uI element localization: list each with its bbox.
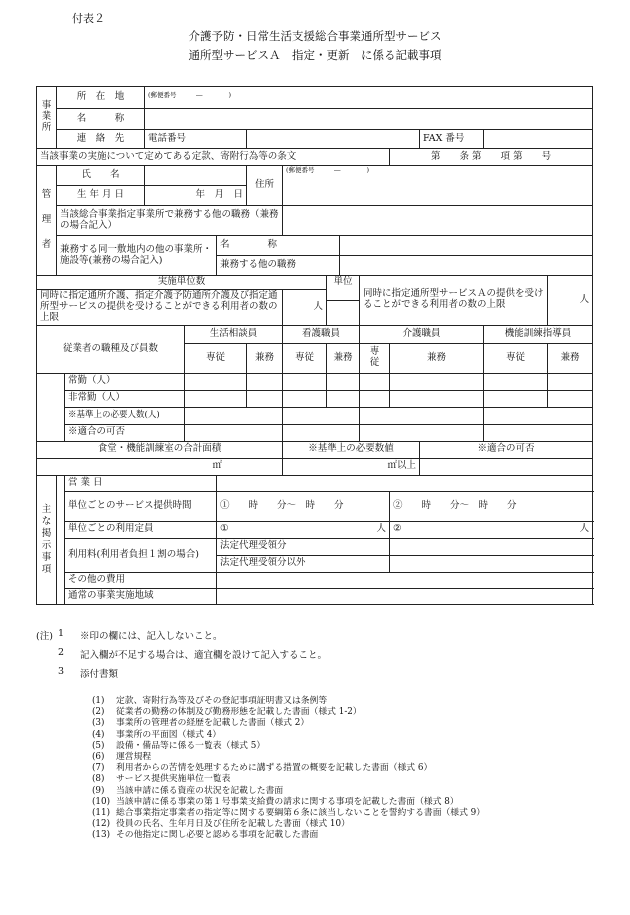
attachment-item: (10) 当該申請に係る事業の第１号事業支給費の請求に関する事項を記載した書面（様式 8） bbox=[92, 796, 459, 807]
capacity-unit2[interactable]: ② 人 bbox=[390, 521, 593, 538]
note-1: ※印の欄には、記入しないこと。 bbox=[80, 631, 223, 642]
caregiver-concurrent: 兼務 bbox=[390, 343, 484, 373]
attachment-item: (12) 役員の氏名、生年月日及び住所を記載した書面（様式 10） bbox=[92, 819, 350, 830]
facility-name-field[interactable] bbox=[340, 236, 593, 256]
phone-field[interactable] bbox=[247, 130, 420, 149]
attachment-item: (9) 当該申請に係る資産の状況を記載した書面 bbox=[92, 785, 284, 796]
attachment-list bbox=[92, 693, 486, 841]
page-subtitle: 通所型サービスＡ 指定・更新 に係る記載事項 bbox=[188, 48, 442, 62]
facility-duty-field[interactable] bbox=[340, 256, 593, 276]
service-area-label: 通常の事業実施地域 bbox=[65, 588, 217, 604]
concurrent-duty-label: 当該総合事業指定事業所で兼務する他の職務（兼務の場合記入） bbox=[57, 206, 283, 236]
hours-label: 単位ごとのサービス提供時間 bbox=[65, 491, 217, 521]
fax-field[interactable] bbox=[484, 130, 593, 149]
area-standard-value: ㎡以上 bbox=[283, 458, 420, 475]
notes-lead: (注) bbox=[36, 631, 53, 642]
area-label: 食堂・機能訓練室の合計面積 bbox=[37, 441, 283, 458]
manager-postal: (郵便番号 ― ) bbox=[286, 166, 370, 174]
role-counselor: 生活相談員 bbox=[185, 325, 283, 343]
office-address-label: 所 在 地 bbox=[57, 87, 145, 109]
office-name-label: 名 称 bbox=[57, 109, 145, 130]
concurrent-duty-field[interactable] bbox=[283, 206, 593, 236]
area-fit-label: ※適合の可否 bbox=[420, 441, 593, 458]
nurse-fulltime: 専従 bbox=[283, 343, 327, 373]
attachment-item: (13) その他指定に関し必要と認める事項を記載した書面 bbox=[92, 830, 319, 841]
unit-count-header: 実施単位数 bbox=[37, 276, 327, 290]
fee-proxy-field[interactable] bbox=[390, 538, 593, 555]
facility-duty-label: 兼務する他の職務 bbox=[217, 256, 340, 276]
appendix-number: 付表２ bbox=[72, 12, 105, 25]
trainer-concurrent: 兼務 bbox=[548, 343, 593, 373]
facility-name-label: 名 称 bbox=[217, 236, 340, 256]
service-area-field[interactable] bbox=[217, 588, 593, 604]
concurrent-facility-label: 兼務する同一敷地内の他の事業所・施設等(兼務の場合記入) bbox=[57, 236, 217, 276]
note-2: 記入欄が不足する場合は、適宜欄を設けて記入すること。 bbox=[80, 650, 328, 661]
attachment-item: (6) 運営規程 bbox=[92, 751, 152, 762]
fee-nonproxy-field[interactable] bbox=[390, 555, 593, 572]
office-contact-label: 連 絡 先 bbox=[57, 130, 145, 149]
unit-left-person[interactable]: 人 bbox=[283, 290, 327, 326]
staff-row-required: ※基準上の必要人数(人) bbox=[65, 407, 185, 424]
manager-address-field[interactable] bbox=[283, 166, 593, 206]
business-days-label: 営 業 日 bbox=[65, 475, 217, 491]
notes: (注) 1 ※印の欄には、記入しないこと。 2 記入欄が不足する場合は、適宜欄を設けて記入すること。 3 添付書類 bbox=[36, 628, 606, 685]
other-fees-field[interactable] bbox=[217, 572, 593, 588]
manager-name-label: 氏 名 bbox=[57, 166, 145, 186]
role-caregiver: 介護職員 bbox=[360, 325, 484, 343]
counselor-fulltime: 専従 bbox=[185, 343, 247, 373]
manager-group-label: 管 理 者 bbox=[37, 166, 57, 276]
attachment-item: (8) サービス提供実施単位一覧表 bbox=[92, 774, 231, 785]
manager-birth-label: 生 年 月 日 bbox=[57, 186, 145, 206]
unit-left-text: 同時に指定通所介護、指定介護予防通所介護及び指定通所型サービスの提供を受けることができる利用者の数の上限 bbox=[37, 290, 283, 326]
unit-right-text: 同時に指定通所型サービスＡの提供を受けることができる利用者の数の上限 bbox=[360, 276, 548, 326]
unit-count-field[interactable] bbox=[327, 301, 360, 326]
staff-row-fit: ※適合の可否 bbox=[65, 424, 185, 441]
area-value[interactable]: ㎡ bbox=[37, 458, 283, 475]
hours-unit1[interactable]: ① 時 分～ 時 分 bbox=[217, 491, 390, 521]
fee-label: 利用料(利用者負担１割の場合) bbox=[65, 538, 217, 572]
articles-label: 当該事業の実施について定めてある定款、寄附行為等の条文 bbox=[37, 149, 390, 166]
attachment-item: (7) 利用者からの苦情を処理するために講ずる措置の概要を記載した書面（様式 6） bbox=[92, 763, 433, 774]
caregiver-fulltime: 専 従 bbox=[360, 343, 390, 373]
attachment-item: (4) 事業所の平面図（様式 4） bbox=[92, 729, 222, 740]
office-postal: (郵便番号 ― ) bbox=[148, 91, 232, 100]
attachment-item: (2) 従業者の勤務の体制及び勤務形態を記載した書面（様式 1-2） bbox=[92, 707, 362, 718]
other-fees-label: その他の費用 bbox=[65, 572, 217, 588]
counselor-concurrent: 兼務 bbox=[247, 343, 283, 373]
manager-address-label: 住所 bbox=[247, 166, 283, 206]
application-form-table bbox=[36, 86, 593, 605]
trainer-fulltime: 専従 bbox=[484, 343, 548, 373]
staff-row-fulltime: 常勤（人） bbox=[65, 373, 185, 390]
unit-label: 単位 bbox=[327, 276, 360, 301]
fee-proxy-label: 法定代理受領分 bbox=[217, 538, 390, 555]
business-days-field[interactable] bbox=[217, 475, 593, 491]
fax-label: FAX 番号 bbox=[420, 130, 484, 149]
attachment-item: (1) 定款、寄附行為等及びその登記事項証明書又は条例等 bbox=[92, 696, 328, 706]
page-title: 介護予防・日常生活支援総合事業通所型サービス bbox=[188, 29, 442, 43]
fee-nonproxy-label: 法定代理受領分以外 bbox=[217, 555, 390, 572]
attachment-item: (5) 設備・備品等に係る一覧表（様式 5） bbox=[92, 740, 266, 751]
role-nurse: 看護職員 bbox=[283, 325, 360, 343]
office-name-field[interactable] bbox=[145, 109, 593, 130]
phone-label: 電話番号 bbox=[145, 130, 247, 149]
staff-row-parttime: 非常勤（人） bbox=[65, 390, 185, 407]
capacity-label: 単位ごとの利用定員 bbox=[65, 521, 217, 538]
manager-name-field[interactable] bbox=[145, 166, 247, 186]
articles-ref[interactable]: 第 条 第 項 第 号 bbox=[390, 149, 593, 166]
attachment-item: (3) 事業所の管理者の経歴を記載した書面（様式 2） bbox=[92, 718, 310, 729]
capacity-unit1[interactable]: ① 人 bbox=[217, 521, 390, 538]
office-address-field[interactable] bbox=[145, 87, 593, 109]
posted-group-label: 主 な 掲 示 事 項 bbox=[37, 475, 57, 604]
area-standard-label: ※基準上の必要数値 bbox=[283, 441, 420, 458]
role-trainer: 機能訓練指導員 bbox=[484, 325, 593, 343]
hours-unit2[interactable]: ② 時 分～ 時 分 bbox=[390, 491, 593, 521]
manager-birth-field[interactable]: 年 月 日 bbox=[145, 186, 247, 206]
staff-label: 従業者の職種及び員数 bbox=[37, 325, 185, 373]
note-3: 添付書類 bbox=[80, 669, 119, 680]
unit-right-person[interactable]: 人 bbox=[548, 276, 593, 326]
nurse-concurrent: 兼務 bbox=[327, 343, 360, 373]
attachment-item: (11) 総合事業指定事業者の指定等に関する要綱第６条に該当しないことを誓約する書面（様式 9） bbox=[92, 807, 486, 818]
office-group-label: 事 業 所 bbox=[37, 87, 57, 149]
